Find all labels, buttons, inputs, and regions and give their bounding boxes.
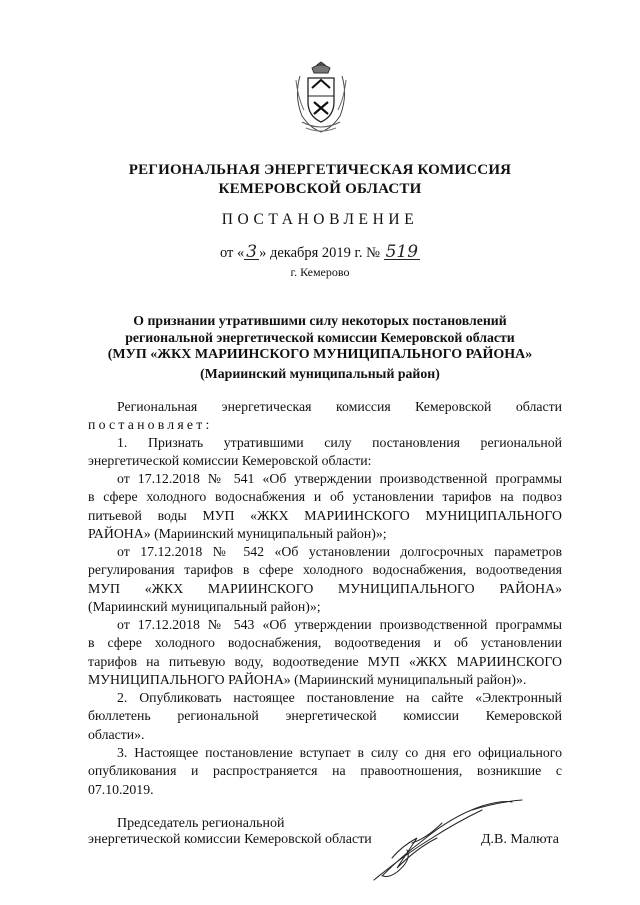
body-line: тарифов на питьевую воду, водоотведение МУП «ЖКХ МАРИИНСКОГО <box>88 653 562 669</box>
body-paragraph-intro <box>88 398 562 435</box>
body-line: 3. Настоящее постановление вступает в силу со дня его официального <box>117 745 562 760</box>
body-line: регулирования тарифов в сфере холодного водоснабжения, водоотведения <box>88 562 562 578</box>
date-rest: » декабря 2019 г. № <box>259 245 380 261</box>
document-type-title: ПОСТАНОВЛЕНИЕ <box>221 211 419 228</box>
document-number-handwritten: 519 <box>385 242 419 262</box>
body-line: в сфере холодного водоснабжения, водоотведения и об установлении <box>88 635 562 651</box>
body-line: 2. Опубликовать настоящее постановление на сайте «Электронный <box>117 690 562 705</box>
signatory-title-line2: энергетической комиссии Кемеровской области <box>88 832 372 847</box>
body-line: МУНИЦИПАЛЬНОГО РАЙОНА» (Мариинский муниципальный район)». <box>88 671 527 687</box>
body-line: РАЙОНА» (Мариинский муниципальный район)»; <box>88 525 387 541</box>
organization-name-line1: РЕГИОНАЛЬНАЯ ЭНЕРГЕТИЧЕСКАЯ КОМИССИЯ <box>128 162 512 178</box>
body-line: 07.10.2019. <box>88 781 154 797</box>
body-line-decree: постановляет: <box>88 417 213 433</box>
subject-line4: (Мариинский муниципальный район) <box>200 366 440 381</box>
date-line <box>0 242 640 262</box>
body-item-1 <box>88 434 562 471</box>
body-item-2 <box>88 689 562 744</box>
date-prefix: от « <box>219 245 245 261</box>
body-subitem-543 <box>88 616 562 689</box>
body-line: опубликования и распространяется на правоотношения, возникшие с <box>88 763 562 779</box>
body-subitem-542 <box>88 543 562 616</box>
body-line: энергетической комиссии Кемеровской области: <box>88 453 372 469</box>
subject-line1: О признании утратившими силу некоторых постановлений <box>133 313 507 328</box>
coat-of-arms-emblem <box>292 58 350 138</box>
body-line: Региональная энергетическая комиссия Кемеровской области <box>117 399 562 414</box>
body-line: бюллетень региональной энергетической комиссии Кемеровской <box>88 708 562 724</box>
body-line: МУП «ЖКХ МАРИИНСКОГО МУНИЦИПАЛЬНОГО РАЙОНА» <box>88 580 562 596</box>
signatory-name: Д.В. Малюта <box>481 832 559 847</box>
city-label: г. Кемерово <box>290 265 350 279</box>
body-line: от 17.12.2018 № 542 «Об установлении долгосрочных параметров <box>117 544 562 559</box>
body-line: питьевой воды МУП «ЖКХ МАРИИНСКОГО МУНИЦИПАЛЬНОГО <box>88 507 562 523</box>
body-subitem-541 <box>88 470 562 543</box>
body-line: 1. Признать утратившими силу постановления региональной <box>117 435 562 450</box>
body-line: в сфере холодного водоснабжения и об установлении тарифов на подвоз <box>88 489 562 505</box>
subject-line3: (МУП «ЖКХ МАРИИНСКОГО МУНИЦИПАЛЬНОГО РАЙОНА» <box>107 347 533 362</box>
body-line: от 17.12.2018 № 543 «Об утверждении производственной программы <box>117 617 562 632</box>
subject-line2: региональной энергетической комиссии Кемеровской области <box>125 330 515 345</box>
date-day-handwritten: 3 <box>246 242 258 262</box>
body-line: области». <box>88 726 145 742</box>
body-line: от 17.12.2018 № 541 «Об утверждении производственной программы <box>117 471 562 486</box>
organization-name-line2: КЕМЕРОВСКОЙ ОБЛАСТИ <box>218 181 422 197</box>
signatory-title-line1: Председатель региональной <box>117 816 285 831</box>
body-line: (Мариинский муниципальный район)»; <box>88 598 321 614</box>
